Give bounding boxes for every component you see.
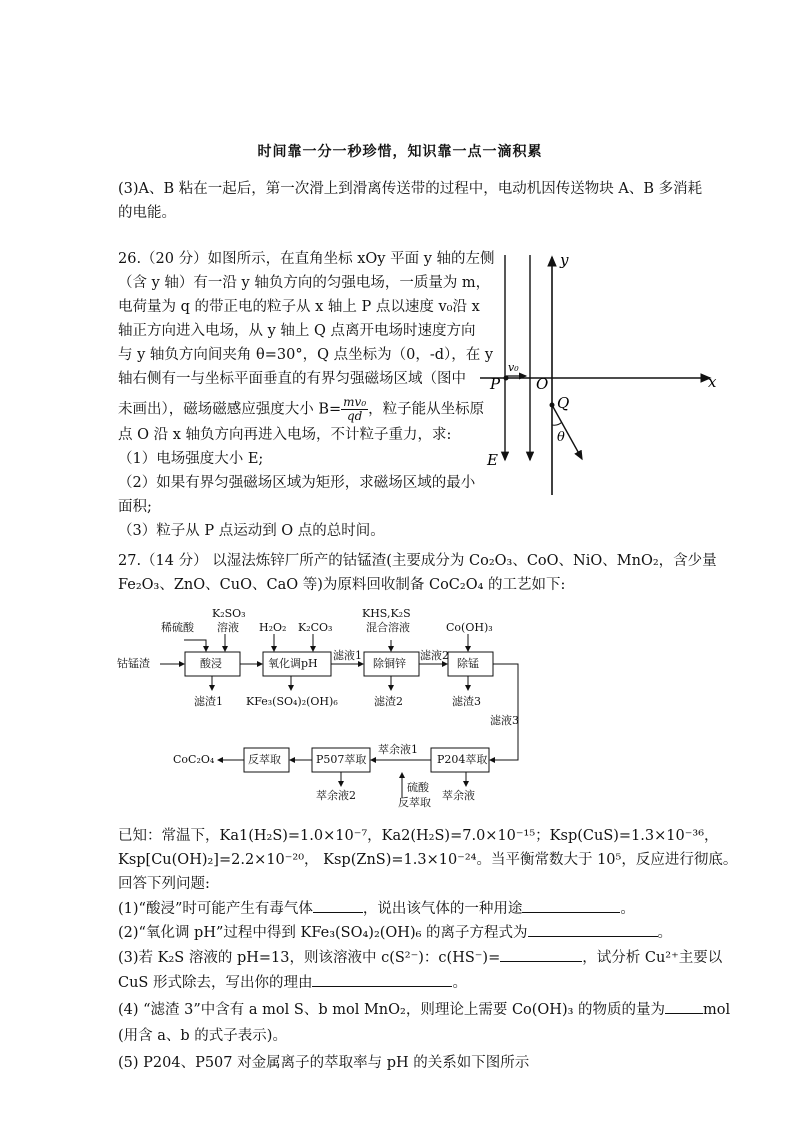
label-reagent5a: KHS,K₂S: [362, 607, 411, 620]
label-reagent1: 稀硫酸: [161, 621, 194, 634]
q27-known2: Ksp[Cu(OH)₂]=2.2×10⁻²⁰， Ksp(ZnS)=1.3×10⁻²⁴。当平衡常数大于 10⁵，反应进行彻底。: [118, 852, 738, 868]
answer-blank[interactable]: [522, 898, 620, 913]
answer-blank[interactable]: [312, 972, 452, 987]
label-box3: 除铜锌: [373, 657, 406, 670]
label-reagent5b: 混合溶液: [366, 621, 410, 634]
label-v0: v₀: [508, 361, 519, 374]
label-filtrate3: 滤液3: [490, 714, 519, 727]
q26-line2: （含 y 轴）有一沿 y 轴负方向的匀强电场，一质量为 m，: [118, 275, 491, 291]
label-reagent3: H₂O₂: [259, 621, 287, 634]
q27-p3a: (3)若 K₂S 溶液的 pH=13，则该溶液中 c(S²⁻)：c(HS⁻)=: [118, 950, 501, 966]
box-p507: [312, 748, 370, 772]
label-box4: 除锰: [457, 657, 479, 670]
box-remove-cu-zn: [364, 652, 419, 676]
point-p: [504, 376, 509, 381]
q27-p3c: CuS 形式除去，写出你的理由: [118, 975, 313, 991]
q27-known1: 已知：常温下，Ka1(H₂S)=1.0×10⁻⁷，Ka2(H₂S)=7.0×10⁻¹⁵；Ksp(CuS)=1.3×10⁻³⁶，: [118, 828, 719, 844]
q27-p5-cutoff: (5) P204、P507 对金属离子的萃取率与 pH 的关系如下图所示: [118, 1055, 530, 1071]
q27-p3: [118, 947, 722, 968]
q27-p1b: ，说出该气体的一种用途: [362, 901, 523, 917]
q27-p3-cont: [118, 972, 467, 993]
q25-part3-line1: (3)A、B 粘在一起后，第一次滑上到滑离传送带的过程中，电动机因传送物块 A、B 多消耗: [118, 181, 703, 197]
q27-p4c: (用含 a、b 的式子表示)。: [118, 1028, 287, 1044]
q27-answer-prompt: 回答下列问题:: [118, 876, 210, 892]
label-theta: θ: [557, 430, 565, 445]
q26-sub2a: （2）如果有界匀强磁场区域为矩形，求磁场区域的最小: [118, 475, 476, 491]
theta-arc: [552, 422, 562, 425]
label-residue2: 滤渣2: [374, 695, 403, 708]
label-acid: 硫酸: [407, 781, 429, 794]
q26-line5: 与 y 轴负方向间夹角 θ=30°，Q 点坐标为（0，-d），在 y: [118, 347, 494, 363]
q27-p2a: (2)“氧化调 pH”过程中得到 KFe₃(SO₄)₂(OH)₆ 的离子方程式为: [118, 925, 528, 941]
label-reagent6: Co(OH)₃: [446, 621, 493, 634]
label-residue1: 滤渣1: [194, 695, 223, 708]
q26-line3: 电荷量为 q 的带正电的粒子从 x 轴上 P 点以速度 v₀沿 x: [118, 299, 480, 315]
label-reagent4: K₂CO₃: [298, 621, 333, 634]
label-x: x: [708, 373, 717, 391]
q26-sub1: （1）电场强度大小 E;: [118, 451, 264, 467]
q26-line8: 点 O 沿 x 轴负方向再进入电场，不计粒子重力，求:: [118, 427, 452, 443]
label-box6: P507萃取: [316, 753, 367, 766]
q27-p4b: mol: [703, 1002, 731, 1018]
label-reagent2a: K₂SO₃: [212, 607, 246, 620]
q26-sub3: （3）粒子从 P 点运动到 O 点的总时间。: [118, 523, 385, 539]
label-raffinate2: 萃余液2: [316, 789, 356, 802]
q27-p2: [118, 922, 672, 943]
label-box7: 反萃取: [248, 753, 281, 766]
label-q: Q: [557, 394, 570, 412]
box-p204: [431, 748, 489, 772]
frac-numerator: mv₀: [343, 395, 367, 409]
label-filtrate2: 滤液2: [420, 649, 449, 662]
q27-p4: [118, 999, 730, 1020]
q26-line1: 26.（20 分）如图所示，在直角坐标 xOy 平面 y 轴的左侧: [118, 251, 495, 267]
box-acid-leach: [185, 652, 240, 676]
q27-p4a: (4) “滤渣 3”中含有 a mol S、b mol MnO₂，则理论上需要 Co(OH)₃ 的物质的量为: [118, 1002, 666, 1018]
q27-p3d: 。: [452, 975, 467, 991]
q26-line7-post: ，粒子能从坐标原: [368, 401, 485, 418]
q27-p2b: 。: [657, 925, 673, 941]
label-p: P: [490, 375, 501, 393]
q26-line6: 轴右侧有一与坐标平面垂直的有界匀强磁场区域（图中: [118, 371, 466, 387]
box-oxidize: [263, 652, 331, 676]
label-raffinate1: 萃余液1: [378, 743, 418, 756]
label-box1: 酸浸: [200, 657, 222, 670]
q26-line7-pre: 未画出），磁场磁感应强度大小 B=: [118, 401, 342, 418]
q27-p1a: (1)“酸浸”时可能产生有毒气体: [118, 901, 313, 917]
label-product: CoC₂O₄: [173, 753, 215, 766]
label-box2: 氧化调pH: [268, 657, 318, 670]
label-raffinate: 萃余液: [442, 789, 475, 802]
q26-line4: 轴正方向进入电场，从 y 轴上 Q 点离开电场时速度方向: [118, 323, 476, 339]
q27-p1c: 。: [620, 901, 635, 917]
q26-sub2b: 面积;: [118, 499, 152, 515]
label-residue3: 滤渣3: [452, 695, 481, 708]
answer-blank[interactable]: [313, 898, 363, 913]
label-start: 钴锰渣: [117, 657, 150, 670]
label-e: E: [487, 451, 498, 469]
q27-p3b: ，试分析 Cu²⁺主要以: [582, 950, 723, 966]
field-fraction: [341, 396, 368, 423]
label-o: O: [536, 375, 549, 393]
answer-blank[interactable]: [500, 947, 582, 962]
label-reagent2b: 溶液: [217, 621, 239, 634]
box-back-extract: [244, 748, 289, 772]
field-diagram: [470, 245, 740, 505]
answer-blank[interactable]: [665, 999, 703, 1014]
label-filtrate1: 滤液1: [333, 649, 362, 662]
frac-denominator: qd: [346, 409, 363, 423]
q27-line2: Fe₂O₃、ZnO、CuO、CaO 等)为原料回收制备 CoC₂O₄ 的工艺如下:: [118, 577, 566, 593]
q26-line7: [118, 396, 484, 423]
answer-blank[interactable]: [528, 922, 658, 937]
q25-part3-line2: 的电能。: [118, 205, 176, 221]
box-remove-mn: [448, 652, 493, 676]
page-header: 时间靠一分一秒珍惜，知识靠一点一滴积累: [257, 144, 543, 160]
label-residue-fe: KFe₃(SO₄)₂(OH)₆: [246, 695, 338, 708]
label-y: y: [560, 251, 569, 269]
q27-line1: 27.（14 分） 以湿法炼锌厂所产的钴锰渣(主要成分为 Co₂O₃、CoO、NiO、MnO₂，含少量: [118, 553, 717, 569]
q27-p1: [118, 898, 635, 919]
label-back-extract: 反萃取: [398, 796, 431, 809]
label-box5: P204萃取: [437, 753, 488, 766]
